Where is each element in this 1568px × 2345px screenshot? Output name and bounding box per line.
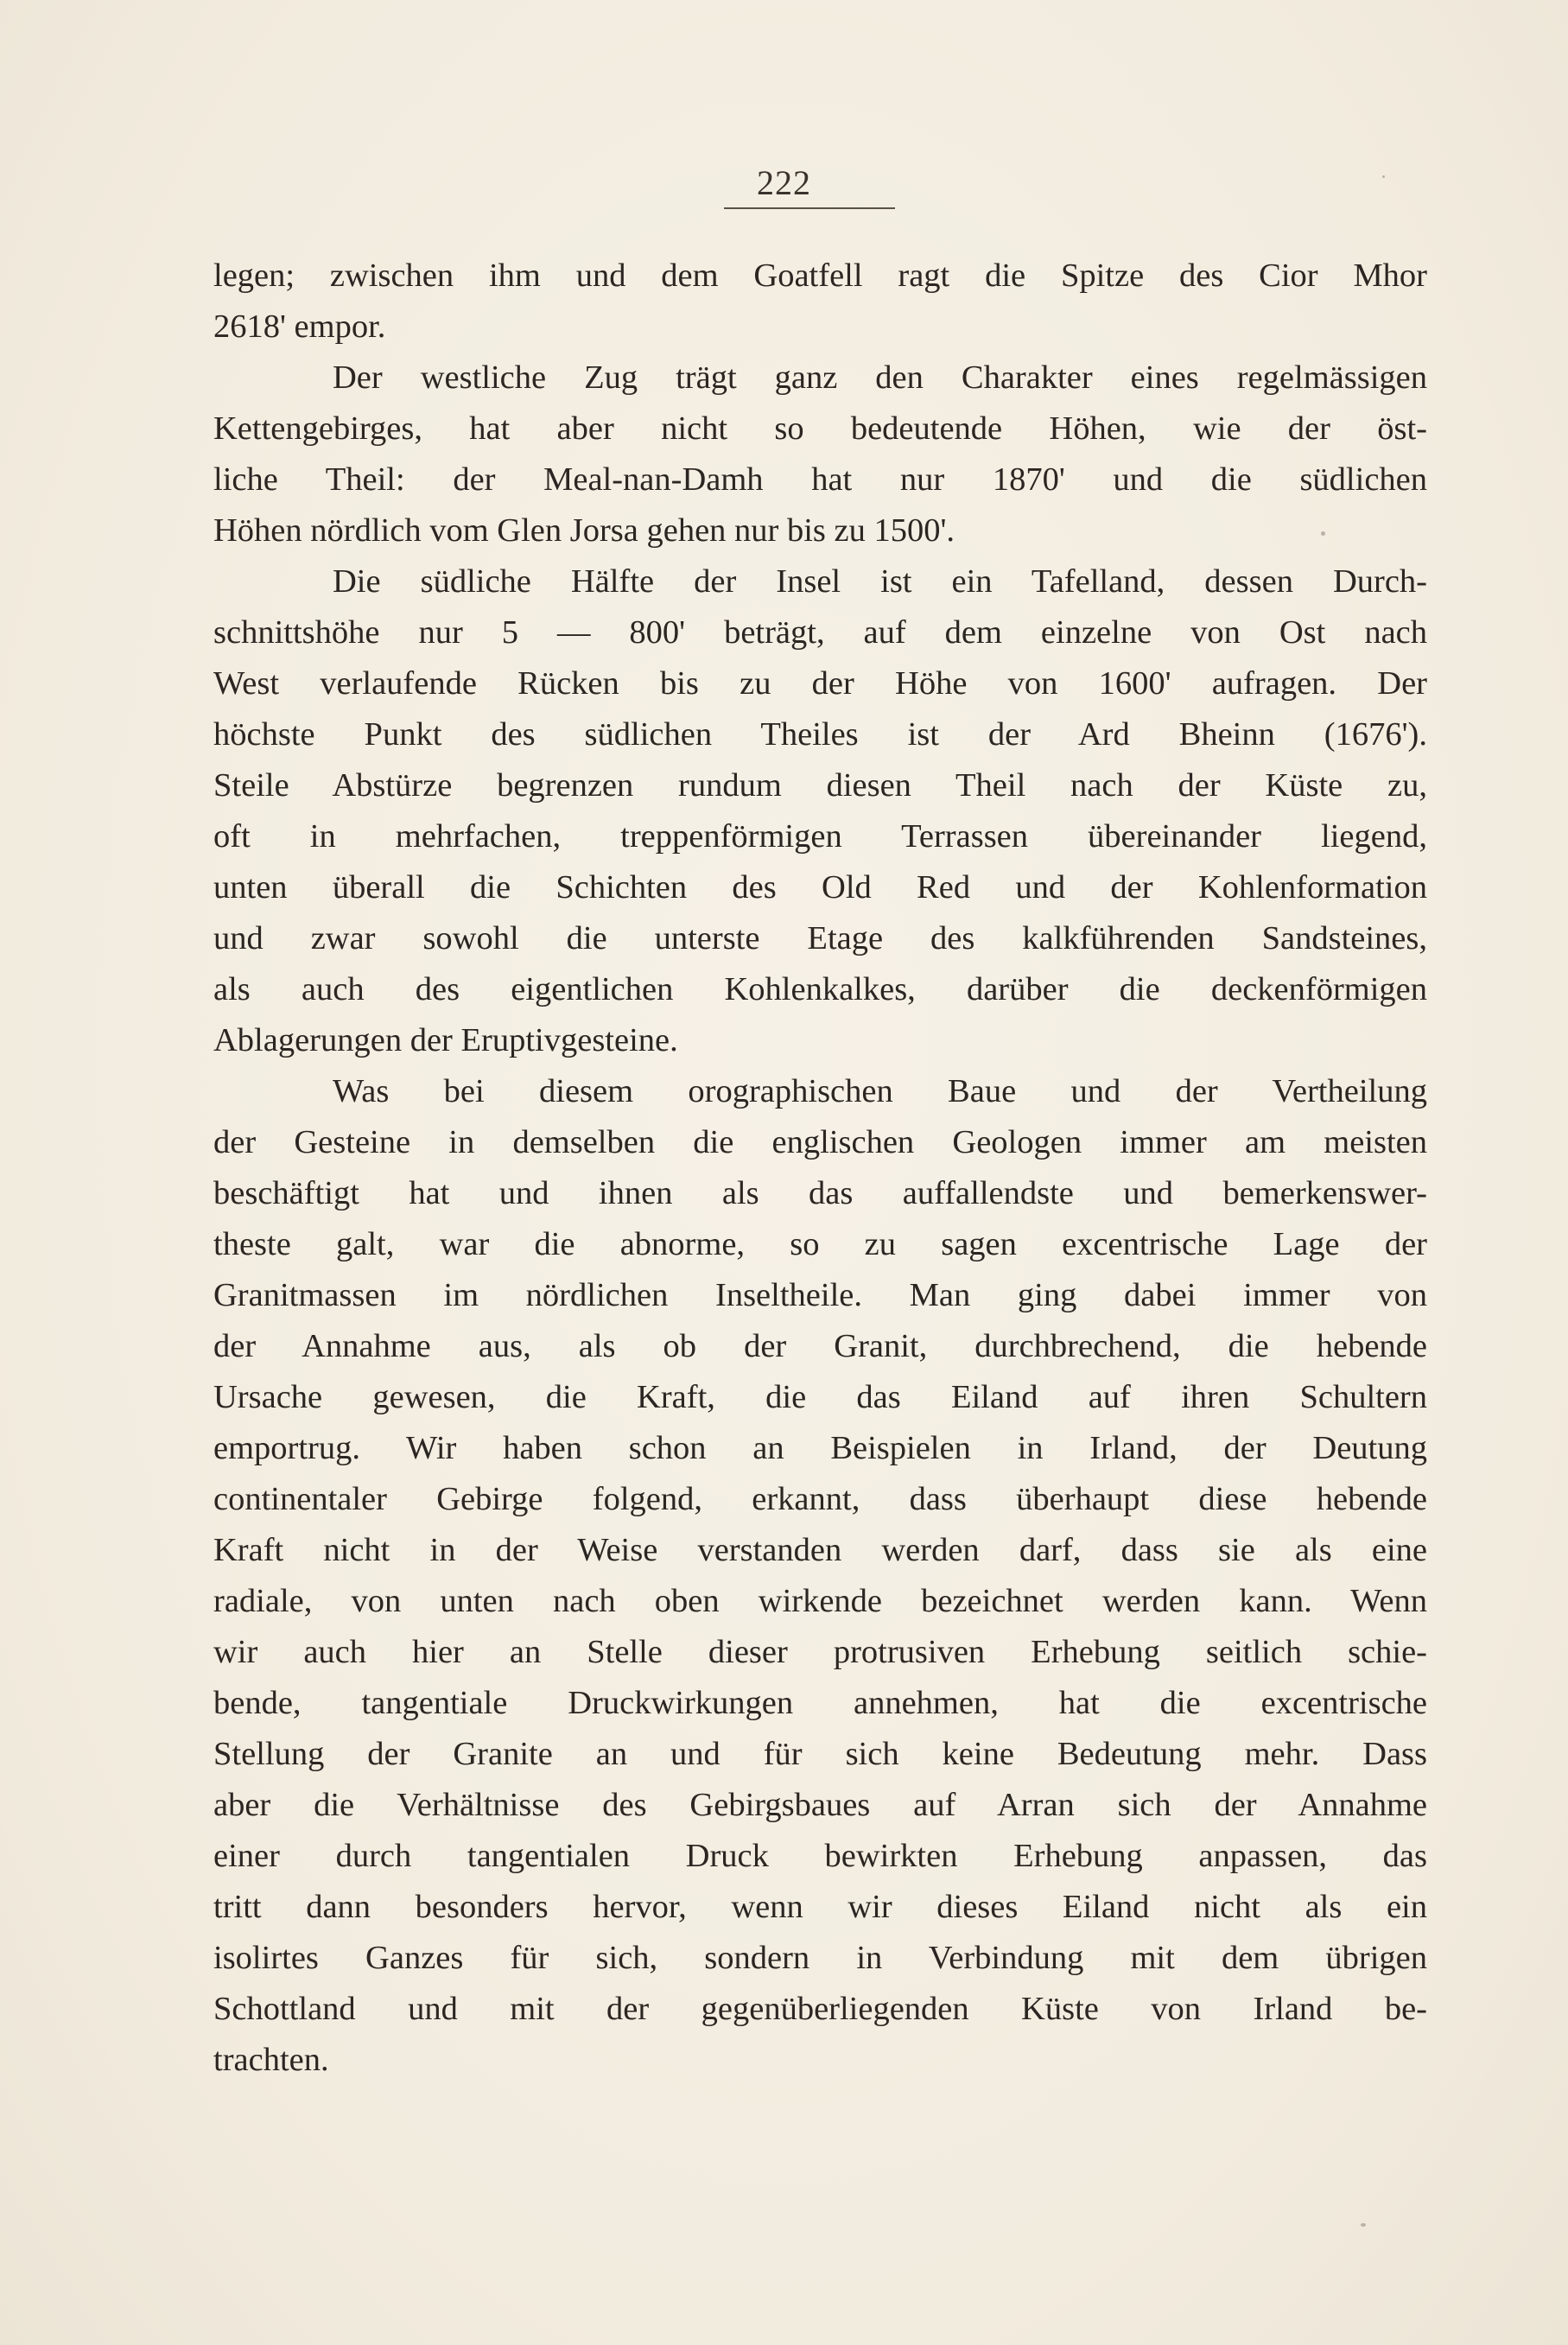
text-line: isolirtes Ganzes für sich, sondern in Verbindung mit dem übrigen [213, 1940, 1427, 1976]
text-line: Stellung der Granite an und für sich keine Bedeutung mehr. Dass [213, 1736, 1427, 1772]
text-line: Kettengebirges, hat aber nicht so bedeutende Höhen, wie der öst- [213, 410, 1427, 447]
text-line: und zwar sowohl die unterste Etage des kalkführenden Sandsteines, [213, 920, 1427, 956]
text-line: Höhen nördlich vom Glen Jorsa gehen nur bis zu 1500'. [213, 512, 955, 549]
text-line: einer durch tangentialen Druck bewirkten Erhebung anpassen, das [213, 1838, 1427, 1874]
text-line: tritt dann besonders hervor, wenn wir dieses Eiland nicht als ein [213, 1889, 1427, 1925]
paper-speck [1361, 2223, 1366, 2227]
text-line: Schottland und mit der gegenüberliegenden Küste von Irland be- [213, 1991, 1427, 2027]
paper-speck [1321, 531, 1325, 536]
text-line: trachten. [213, 2042, 329, 2078]
text-line: schnittshöhe nur 5 — 800' beträgt, auf dem einzelne von Ost nach [213, 614, 1427, 651]
body-text [213, 251, 1427, 2086]
text-line: der Annahme aus, als ob der Granit, durchbrechend, die hebende [213, 1328, 1427, 1364]
text-line: bende, tangentiale Druckwirkungen annehmen, hat die excentrische [213, 1685, 1427, 1721]
text-line: West verlaufende Rücken bis zu der Höhe von 1600' aufragen. Der [213, 665, 1427, 702]
text-line: Steile Abstürze begrenzen rundum diesen Theil nach der Küste zu, [213, 767, 1427, 804]
text-line: Was bei diesem orographischen Baue und der Vertheilung [333, 1073, 1427, 1109]
text-line: Ablagerungen der Eruptivgesteine. [213, 1022, 678, 1058]
text-line: emportrug. Wir haben schon an Beispielen in Irland, der Deutung [213, 1430, 1427, 1466]
text-line: Kraft nicht in der Weise verstanden werden darf, dass sie als eine [213, 1532, 1427, 1568]
text-line: continentaler Gebirge folgend, erkannt, dass überhaupt diese hebende [213, 1481, 1427, 1517]
text-line: als auch des eigentlichen Kohlenkalkes, darüber die deckenförmigen [213, 971, 1427, 1007]
text-line: oft in mehrfachen, treppenförmigen Terrassen übereinander liegend, [213, 818, 1427, 855]
text-line: der Gesteine in demselben die englischen Geologen immer am meisten [213, 1124, 1427, 1160]
text-line: aber die Verhältnisse des Gebirgsbaues auf Arran sich der Annahme [213, 1787, 1427, 1823]
text-line: Ursache gewesen, die Kraft, die das Eiland auf ihren Schultern [213, 1379, 1427, 1415]
text-line: höchste Punkt des südlichen Theiles ist der Ard Bheinn (1676'). [213, 716, 1427, 753]
page-number: 222 [757, 163, 811, 202]
text-line: 2618' empor. [213, 308, 386, 345]
text-line: unten überall die Schichten des Old Red und der Kohlenformation [213, 869, 1427, 906]
text-line: wir auch hier an Stelle dieser protrusiven Erhebung seitlich schie- [213, 1634, 1427, 1670]
text-line: Der westliche Zug trägt ganz den Charakter eines regelmässigen [333, 359, 1427, 396]
text-line: radiale, von unten nach oben wirkende bezeichnet werden kann. Wenn [213, 1583, 1427, 1619]
text-line: Granitmassen im nördlichen Inseltheile. Man ging dabei immer von [213, 1277, 1427, 1313]
text-line: theste galt, war die abnorme, so zu sagen excentrische Lage der [213, 1226, 1427, 1262]
text-line: Die südliche Hälfte der Insel ist ein Tafelland, dessen Durch- [333, 563, 1427, 600]
text-line: beschäftigt hat und ihnen als das auffallendste und bemerkenswer- [213, 1175, 1427, 1211]
text-line: liche Theil: der Meal-nan-Damh hat nur 1870' und die südlichen [213, 461, 1427, 498]
page-number-rule [724, 207, 895, 209]
text-line: legen; zwischen ihm und dem Goatfell ragt die Spitze des Cior Mhor [213, 257, 1427, 294]
paper-speck [1382, 175, 1385, 178]
